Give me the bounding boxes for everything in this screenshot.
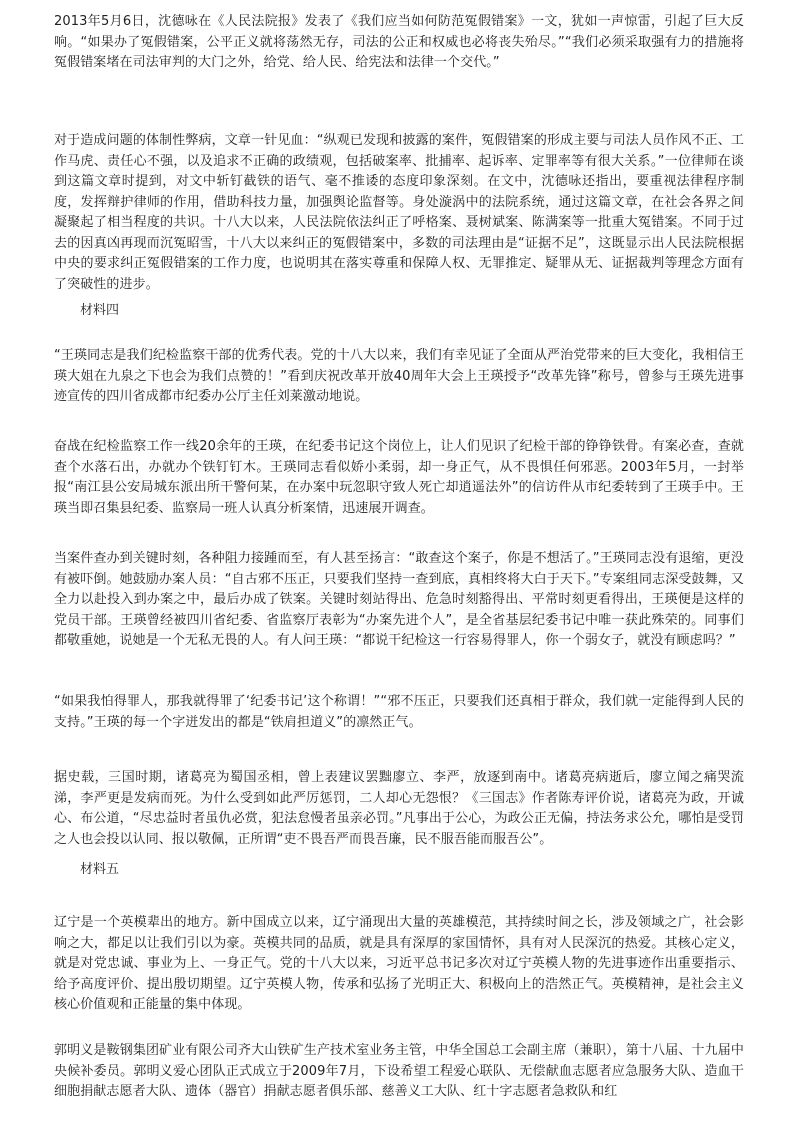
paragraph-3: “王瑛同志是我们纪检监察干部的优秀代表。党的十八大以来，我们有幸见证了全面从严治党带来的巨大变化，我相信王瑛大姐在九泉之下也会为我们点赞的！”看到庆祝改革开放40周年大会上王瑛授予“改革先锋”称号，曾参与王瑛先进事迹宣传的四川省成都市纪委办公厅主任刘莱激动地说。	[54, 348, 744, 404]
paragraph-6: “如果我怕得罪人，那我就得罪了‘纪委书记’这个称谓！”“邪不压正，只要我们还真相于群众，我们就一定能得到人民的支持。”王瑛的每一个字迸发出的都是“铁肩担道义”的凛然正气。	[54, 694, 744, 730]
paragraph-7: 据史载，三国时期，诸葛亮为蜀国丞相，曾上表建议罢黜廖立、李严，放逐到南中。诸葛亮病逝后，廖立闻之痛哭流涕，李严更是发病而死。为什么受到如此严厉惩罚，二人却心无怨恨？《三国志》作者陈寿评价说，诸葛亮为政，开诚心、布公道，“尽忠益时者虽仇必赏，犯法怠慢者虽亲必罚。”凡事出于公心，为政公正无偏，持法务求公允，哪怕是受罚之人也会投以认同、报以敬佩，正所谓“吏不畏吾严而畏吾廉，民不服吾能而服吾公”。	[54, 770, 744, 847]
paragraph-4: 奋战在纪检监察工作一线20余年的王瑛，在纪委书记这个岗位上，让人们见识了纪检干部的铮铮铁骨。有案必查，查就查个水落石出，办就办个铁钉钉木。王瑛同志看似娇小柔弱，却一身正气，从不畏惧任何邪恶。2003年5月，一封举报“南江县公安局城东派出所干警何某，在办案中玩忽职守致人死亡却逍遥法外”的信访件从市纪委转到了王瑛手中。王瑛当即召集县纪委、监察局一班人认真分析案情，迅速展开调查。	[54, 439, 744, 516]
heading-material-5: 材料五	[80, 862, 120, 877]
paragraph-1: 2013年5月6日，沈德咏在《人民法院报》发表了《我们应当如何防范冤假错案》一文，犹如一声惊雷，引起了巨大反响。“如果办了冤假错案，公平正义就将荡然无存，司法的公正和权威也必将丧失殆尽。”“我们必须采取强有力的措施将冤假错案堵在司法审判的大门之外，给党、给人民、给宪法和法律一个交代。”	[54, 14, 744, 70]
paragraph-9: 郭明义是鞍钢集团矿业有限公司齐大山铁矿生产技术室业务主管，中华全国总工会副主席（兼职），第十八届、十九届中央候补委员。郭明义爱心团队正式成立于2009年7月，下设希望工程爱心联队、无偿献血志愿者应急服务大队、造血干细胞捐献志愿者大队、遗体（器官）捐献志愿者俱乐部、慈善义工大队、红十字志愿者急救队和红	[54, 1043, 744, 1099]
heading-material-4: 材料四	[80, 303, 120, 318]
paragraph-8: 辽宁是一个英模辈出的地方。新中国成立以来，辽宁涌现出大量的英雄模范，其持续时间之长，涉及领域之广，社会影响之大，都足以让我们引以为豪。英模共同的品质，就是具有深厚的家国情怀，具有对人民深沉的热爱。其核心定义，就是对党忠诚、事业为上、一身正气。党的十八大以来，习近平总书记多次对辽宁英模人物的先进事迹作出重要指示、给予高度评价、提出殷切期望。辽宁英模人物，传承和弘扬了光明正大、积极向上的浩然正气。英模精神，是社会主义核心价值观和正能量的集中体现。	[54, 915, 744, 1012]
paragraph-2: 对于造成问题的体制性弊病，文章一针见血：“纵观已发现和披露的案件，冤假错案的形成主要与司法人员作风不正、工作马虎、责任心不强，以及追求不正确的政绩观，包括破案率、批捕率、起诉率、定罪率等有很大关系。”一位律师在谈到这篇文章时提到，对文中斩钉截铁的语气、毫不推诿的态度印象深刻。在文中，沈德咏还指出，要重视法律程序制度，发挥辩护律师的作用，借助科技力量，加强舆论监督等。身处漩涡中的法院系统，通过这篇文章，在社会各界之间凝聚起了相当程度的共识。十八大以来，人民法院依法纠正了呼格案、聂树斌案、陈满案等一批重大冤错案。不同于过去的因真凶再现而沉冤昭雪，十八大以来纠正的冤假错案中，多数的司法理由是“证据不足”，这既显示出人民法院根据中央的要求纠正冤假错案的工作力度，也说明其在落实尊重和保障人权、无罪推定、疑罪从无、证据裁判等理念方面有了突破性的进步。	[54, 133, 744, 292]
paragraph-5: 当案件查办到关键时刻，各种阻力接踵而至，有人甚至扬言：“敢查这个案子，你是不想活了。”王瑛同志没有退缩，更没有被吓倒。她鼓励办案人员：“自古邪不压正，只要我们坚持一查到底，真相终将大白于天下。”专案组同志深受鼓舞，又全力以赴投入到办案之中，最后办成了铁案。关键时刻站得出、危急时刻豁得出、平常时刻更看得出，王瑛便是这样的党员干部。王瑛曾经被四川省纪委、省监察厅表彰为“办案先进个人”，是全省基层纪委书记中唯一获此殊荣的。同事们都敬重她，说她是一个无私无畏的人。有人问王瑛：“都说干纪检这一行容易得罪人，你一个弱女子，就没有顾虑吗？”	[54, 551, 744, 648]
